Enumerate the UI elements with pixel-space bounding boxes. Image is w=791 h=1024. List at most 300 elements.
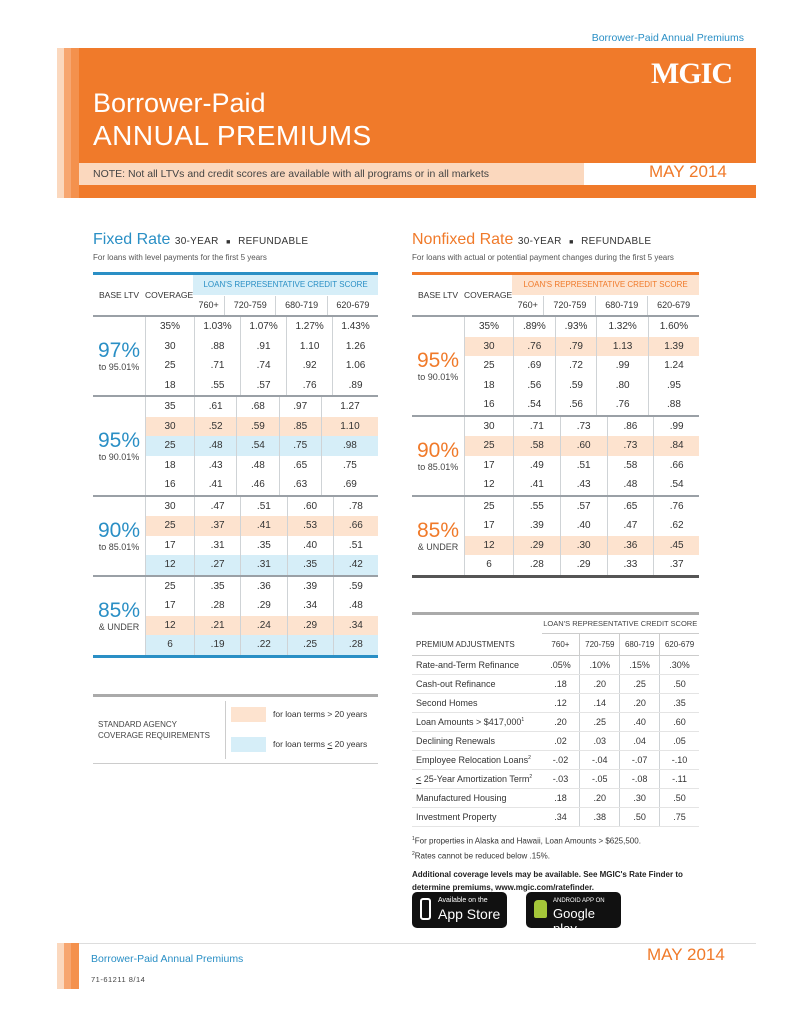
premium-cell: .71 — [514, 417, 561, 437]
footnote-2: $^2$Rates cannot be reduced below .15%. — [412, 850, 550, 861]
adjustment-value: .25 — [580, 713, 620, 732]
ltv-range: & UNDER — [98, 621, 140, 632]
footer-code: 71-61211 8/14 — [91, 975, 146, 984]
premium-cell: .54 — [237, 436, 279, 456]
table-row — [412, 656, 699, 675]
premium-cell: .66 — [654, 456, 699, 476]
agency-label-line1: STANDARD AGENCY — [98, 720, 177, 729]
premium-cell: .86 — [607, 417, 654, 437]
adjustment-name: Investment Property — [412, 808, 542, 827]
adjustment-value: -.07 — [620, 751, 660, 770]
adjustment-value: -.03 — [542, 770, 580, 789]
legend-gt-20: for loan terms > 20 years — [273, 709, 368, 719]
credit-score-header: LOAN'S REPRESENTATIVE CREDIT SCORE — [512, 275, 699, 295]
premium-cell: .48 — [195, 436, 237, 456]
adjustment-value: .75 — [660, 808, 699, 827]
premium-cell: .35 — [287, 555, 333, 575]
adjustment-value: .50 — [620, 808, 660, 827]
premium-cell: .56 — [555, 395, 597, 415]
col-base-ltv: BASE LTV — [99, 290, 139, 300]
google-play-small: ANDROID APP ON — [553, 898, 605, 904]
premium-cell: .74 — [241, 356, 287, 376]
premium-cell: .35 — [195, 577, 241, 597]
premium-cell: .75 — [279, 436, 321, 456]
premium-cell: 1.10 — [321, 417, 378, 437]
premium-cell: .37 — [195, 516, 241, 536]
coverage-cell: 17 — [146, 596, 195, 616]
adjustment-name: Employee Relocation Loans$^2$ — [412, 751, 542, 770]
premium-cell: .45 — [654, 536, 699, 556]
coverage-cell: 12 — [465, 536, 514, 556]
table-row — [412, 497, 699, 517]
adjustment-value: .40 — [620, 713, 660, 732]
premium-cell: .60 — [287, 497, 333, 517]
premium-cell: .92 — [287, 356, 333, 376]
page-title-line2: ANNUAL PREMIUMS — [93, 120, 372, 151]
adjustment-value: .18 — [542, 675, 580, 694]
score-col: 620-679 — [327, 295, 378, 315]
premium-cell: .84 — [654, 436, 699, 456]
fixed-rate-table — [93, 272, 378, 658]
agency-coverage-box — [93, 694, 378, 764]
adjustment-name: Second Homes — [412, 694, 542, 713]
footnote-1: $^1$For properties in Alaska and Hawaii, Loan Amounts > $625,500. — [412, 836, 641, 846]
adjustment-name: Cash-out Refinance — [412, 675, 542, 694]
adj-score-col: 720-759 — [580, 633, 620, 656]
nonfixed-term: 30-YEAR — [517, 236, 562, 247]
nonfixed-subtitle: For loans with actual or potential payment changes during the first 5 years — [412, 253, 674, 262]
header-date: MAY 2014 — [649, 162, 727, 181]
premium-cell: .28 — [514, 555, 561, 575]
premium-cell: .57 — [241, 376, 287, 396]
bullet-icon: ■ — [569, 239, 574, 246]
premium-cell: 1.43% — [333, 317, 378, 337]
coverage-cell: 35 — [146, 397, 195, 417]
ltv-value: 85% — [97, 598, 141, 622]
adjustment-value: .30 — [620, 789, 660, 808]
accent-stripe — [57, 48, 64, 198]
premium-cell: .69 — [514, 356, 556, 376]
col-base-ltv: BASE LTV — [418, 290, 458, 300]
legend-le-20: for loan terms < 20 years — [273, 739, 368, 749]
ltv-cell — [93, 577, 146, 655]
premium-cell: .48 — [237, 456, 279, 476]
coverage-cell: 18 — [146, 376, 195, 396]
premium-cell: .76 — [514, 337, 556, 357]
adjustment-name: Loan Amounts > $\$417,000^1$ — [412, 713, 542, 732]
premium-cell: .72 — [555, 356, 597, 376]
adjustment-value: .35 — [660, 694, 699, 713]
premium-cell: .31 — [195, 536, 241, 556]
premium-cell: .63 — [279, 475, 321, 495]
score-col: 720-759 — [544, 295, 596, 315]
ltv-value: 85% — [416, 518, 460, 542]
premium-cell: .29 — [514, 536, 561, 556]
adjustment-value: .50 — [660, 675, 699, 694]
ltv-group — [412, 415, 699, 495]
premium-cell: .95 — [648, 376, 699, 396]
ltv-range: & UNDER — [417, 541, 459, 552]
table-row — [93, 577, 378, 597]
premium-cell: .36 — [607, 536, 654, 556]
coverage-cell: 25 — [465, 356, 514, 376]
adjustment-value: .50 — [660, 789, 699, 808]
google-play-badge[interactable] — [526, 892, 621, 936]
premium-cell: .36 — [241, 577, 287, 597]
premium-cell: .29 — [287, 616, 333, 636]
premium-cell: .75 — [321, 456, 378, 476]
premium-cell: 1.32% — [597, 317, 648, 337]
footer-rule — [79, 943, 756, 944]
adjustment-value: -.10 — [660, 751, 699, 770]
premium-cell: .91 — [241, 337, 287, 357]
premium-cell: .80 — [597, 376, 648, 396]
premium-cell: .99 — [597, 356, 648, 376]
premium-cell: .54 — [654, 475, 699, 495]
table-row — [412, 732, 699, 751]
blue-swatch — [231, 737, 266, 752]
table-row — [93, 497, 378, 517]
premium-cell: .93% — [555, 317, 597, 337]
table-row — [93, 397, 378, 417]
nonfixed-refundable: REFUNDABLE — [581, 236, 652, 247]
premium-cell: 1.60% — [648, 317, 699, 337]
premium-cell: .41 — [241, 516, 287, 536]
bullet-icon: ■ — [226, 239, 231, 246]
table-row — [412, 770, 699, 789]
premium-cell: .39 — [514, 516, 561, 536]
table-row — [412, 317, 699, 337]
fixed-refundable: REFUNDABLE — [238, 236, 309, 247]
credit-score-header: LOAN'S REPRESENTATIVE CREDIT SCORE — [193, 275, 378, 295]
premium-cell: .47 — [607, 516, 654, 536]
orange-swatch — [231, 707, 266, 722]
table-row — [93, 317, 378, 337]
accent-stripe — [64, 48, 71, 198]
ltv-value: 97% — [97, 339, 141, 362]
premium-cell: .43 — [560, 475, 607, 495]
score-col: 680-719 — [596, 295, 648, 315]
ltv-range: to 85.01% — [417, 461, 459, 472]
premium-cell: .40 — [287, 536, 333, 556]
footer-stripe — [64, 943, 71, 989]
ltv-value: 95% — [97, 428, 141, 452]
adjustment-value: .30% — [660, 656, 699, 675]
premium-cell: .33 — [607, 555, 654, 575]
adjustment-value: .34 — [542, 808, 580, 827]
adjustment-value: .25 — [620, 675, 660, 694]
premium-cell: .97 — [279, 397, 321, 417]
adjustment-value: -.08 — [620, 770, 660, 789]
ltv-cell — [93, 317, 146, 395]
premium-cell: .40 — [560, 516, 607, 536]
premium-cell: .28 — [195, 596, 241, 616]
premium-cell: .89% — [514, 317, 556, 337]
premium-cell: .41 — [195, 475, 237, 495]
ltv-cell — [93, 397, 146, 495]
coverage-cell: 17 — [465, 516, 514, 536]
table-row — [412, 751, 699, 770]
premium-cell: .43 — [195, 456, 237, 476]
premium-cell: .28 — [333, 635, 378, 655]
premium-cell: .51 — [241, 497, 287, 517]
premium-cell: 1.39 — [648, 337, 699, 357]
adjustment-value: .38 — [580, 808, 620, 827]
adj-score-col: 760+ — [542, 633, 580, 656]
premium-cell: .73 — [560, 417, 607, 437]
premium-cell: .61 — [195, 397, 237, 417]
nonfixed-rate-section — [412, 231, 699, 262]
page-title-line1: Borrower-Paid — [93, 88, 266, 118]
adjustment-value: .20 — [580, 789, 620, 808]
adjustment-value: -.02 — [542, 751, 580, 770]
adjustment-name: Rate-and-Term Refinance — [412, 656, 542, 675]
table-row — [412, 417, 699, 437]
premium-cell: .78 — [333, 497, 378, 517]
premium-cell: .85 — [279, 417, 321, 437]
coverage-cell: 35% — [146, 317, 195, 337]
premium-cell: .51 — [333, 536, 378, 556]
adjustment-value: .60 — [660, 713, 699, 732]
coverage-cell: 17 — [146, 536, 195, 556]
premium-cell: .58 — [607, 456, 654, 476]
table-row — [412, 808, 699, 827]
adj-score-col: 680-719 — [620, 633, 660, 656]
premium-cell: .62 — [654, 516, 699, 536]
divider — [225, 701, 226, 759]
ltv-value: 90% — [416, 438, 460, 462]
premium-cell: .31 — [241, 555, 287, 575]
google-play-big: Google play — [553, 906, 595, 936]
adjustment-value: .10% — [580, 656, 620, 675]
premium-cell: 1.26 — [333, 337, 378, 357]
ltv-value: 95% — [416, 348, 460, 372]
premium-cell: .76 — [654, 497, 699, 517]
android-icon — [534, 900, 547, 918]
fixed-term: 30-YEAR — [174, 236, 219, 247]
col-coverage: COVERAGE — [145, 290, 194, 300]
coverage-cell: 6 — [465, 555, 514, 575]
premium-cell: .48 — [607, 475, 654, 495]
premium-cell: 1.07% — [241, 317, 287, 337]
adjustment-value: .20 — [580, 675, 620, 694]
coverage-cell: 25 — [465, 497, 514, 517]
premium-cell: .60 — [560, 436, 607, 456]
premium-cell: .99 — [654, 417, 699, 437]
premium-cell: .24 — [241, 616, 287, 636]
premium-cell: .98 — [321, 436, 378, 456]
premium-cell: .55 — [195, 376, 241, 396]
app-store-small: Available on the — [438, 897, 488, 904]
coverage-cell: 25 — [146, 436, 195, 456]
premium-cell: .58 — [514, 436, 561, 456]
premium-cell: .76 — [597, 395, 648, 415]
premium-cell: 1.27% — [287, 317, 333, 337]
coverage-cell: 16 — [146, 475, 195, 495]
premium-cell: .21 — [195, 616, 241, 636]
nonfixed-rate-title: Nonfixed Rate — [412, 231, 514, 248]
availability-note: NOTE: Not all LTVs and credit scores are available with all programs or in all markets — [79, 163, 584, 185]
footer-stripe — [71, 943, 79, 989]
coverage-cell: 12 — [465, 475, 514, 495]
footer-label: Borrower-Paid Annual Premiums — [91, 953, 244, 965]
premium-cell: .34 — [287, 596, 333, 616]
premium-cell: .59 — [333, 577, 378, 597]
premium-cell: .22 — [241, 635, 287, 655]
ltv-cell — [412, 497, 465, 575]
premium-cell: .59 — [237, 417, 279, 437]
coverage-cell: 25 — [146, 577, 195, 597]
adjustment-value: .20 — [542, 713, 580, 732]
additional-coverage-note: Additional coverage levels may be available. See MGIC's Rate Finder to determine premiums, www.mgic.com/ratefinder. — [412, 870, 683, 893]
adjustment-value: .05 — [660, 732, 699, 751]
table-row — [412, 713, 699, 732]
ltv-group — [93, 495, 378, 575]
adjustment-value: -.04 — [580, 751, 620, 770]
ltv-value: 90% — [97, 518, 141, 542]
table-row — [412, 694, 699, 713]
premium-cell: .68 — [237, 397, 279, 417]
mgic-logo: MGIC — [651, 57, 732, 90]
premium-cell: 1.27 — [321, 397, 378, 417]
premium-cell: .52 — [195, 417, 237, 437]
ltv-cell — [412, 317, 465, 415]
adjustment-name: Manufactured Housing — [412, 789, 542, 808]
coverage-cell: 30 — [146, 497, 195, 517]
premium-cell: .46 — [237, 475, 279, 495]
adjustment-value: .02 — [542, 732, 580, 751]
score-col: 620-679 — [648, 295, 699, 315]
coverage-cell: 17 — [465, 456, 514, 476]
adjustment-value: -.11 — [660, 770, 699, 789]
app-store-badge[interactable] — [412, 892, 507, 928]
premium-cell: .76 — [287, 376, 333, 396]
premium-cell: .37 — [654, 555, 699, 575]
accent-stripe — [71, 48, 79, 198]
premium-cell: .35 — [241, 536, 287, 556]
premium-cell: .71 — [195, 356, 241, 376]
premium-cell: .34 — [333, 616, 378, 636]
premium-cell: .59 — [555, 376, 597, 396]
adjustment-value: .04 — [620, 732, 660, 751]
adjustment-value: .14 — [580, 694, 620, 713]
premium-cell: .29 — [241, 596, 287, 616]
premium-cell: .53 — [287, 516, 333, 536]
agency-label-line2: COVERAGE REQUIREMENTS — [98, 731, 211, 740]
coverage-cell: 18 — [146, 456, 195, 476]
ltv-group — [412, 495, 699, 575]
score-col: 760+ — [198, 300, 219, 311]
adj-credit-score-header: LOAN'S REPRESENTATIVE CREDIT SCORE — [542, 615, 699, 633]
premium-cell: .47 — [195, 497, 241, 517]
score-col: 720-759 — [225, 295, 276, 315]
coverage-cell: 16 — [465, 395, 514, 415]
adjustment-value: .12 — [542, 694, 580, 713]
premium-cell: .55 — [514, 497, 561, 517]
premium-cell: .51 — [560, 456, 607, 476]
adj-score-col: 620-679 — [660, 633, 699, 656]
app-store-big: App Store — [438, 906, 501, 922]
premium-cell: 1.03% — [195, 317, 241, 337]
premium-cell: 1.13 — [597, 337, 648, 357]
adjustment-name: < 25-Year Amortization Term$^2$ — [412, 770, 542, 789]
ltv-cell — [412, 417, 465, 495]
coverage-cell: 12 — [146, 616, 195, 636]
premium-cell: .54 — [514, 395, 556, 415]
ltv-range: to 95.01% — [98, 362, 140, 372]
premium-cell: .25 — [287, 635, 333, 655]
premium-cell: .39 — [287, 577, 333, 597]
footnotes — [412, 833, 699, 862]
fixed-subtitle: For loans with level payments for the first 5 years — [93, 253, 267, 262]
ltv-cell — [93, 497, 146, 575]
premium-cell: .66 — [333, 516, 378, 536]
col-coverage: COVERAGE — [464, 290, 513, 300]
score-col: 760+ — [517, 300, 538, 311]
agency-label — [98, 719, 210, 741]
adjustment-name: Declining Renewals — [412, 732, 542, 751]
coverage-cell: 30 — [465, 337, 514, 357]
premium-cell: .57 — [560, 497, 607, 517]
footer-date: MAY 2014 — [647, 945, 725, 964]
adjustment-value: .05% — [542, 656, 580, 675]
premium-adjustments-table — [412, 612, 699, 894]
premium-cell: .30 — [560, 536, 607, 556]
premium-cell: .42 — [333, 555, 378, 575]
premium-cell: .79 — [555, 337, 597, 357]
adjustment-value: .18 — [542, 789, 580, 808]
coverage-cell: 25 — [146, 516, 195, 536]
premium-cell: .89 — [333, 376, 378, 396]
ltv-group — [412, 315, 699, 415]
coverage-cell: 18 — [465, 376, 514, 396]
premium-cell: .65 — [279, 456, 321, 476]
table-row — [412, 789, 699, 808]
ltv-range: to 90.01% — [417, 371, 459, 382]
premium-cell: .73 — [607, 436, 654, 456]
ltv-range: to 85.01% — [98, 541, 140, 552]
coverage-cell: 12 — [146, 555, 195, 575]
fixed-rate-section — [93, 231, 378, 262]
premium-cell: .56 — [514, 376, 556, 396]
nonfixed-rate-table — [412, 272, 699, 578]
premium-cell: .29 — [560, 555, 607, 575]
ltv-range: to 90.01% — [98, 451, 140, 462]
premium-cell: .65 — [607, 497, 654, 517]
adjustment-value: .20 — [620, 694, 660, 713]
premium-cell: .48 — [333, 596, 378, 616]
coverage-cell: 30 — [465, 417, 514, 437]
premium-cell: .49 — [514, 456, 561, 476]
premium-cell: 1.10 — [287, 337, 333, 357]
premium-cell: 1.24 — [648, 356, 699, 376]
coverage-cell: 25 — [146, 356, 195, 376]
premium-cell: .69 — [321, 475, 378, 495]
coverage-cell: 30 — [146, 337, 195, 357]
footer-stripe — [57, 943, 64, 989]
ltv-group — [93, 395, 378, 495]
ltv-group — [93, 575, 378, 655]
coverage-cell: 30 — [146, 417, 195, 437]
ltv-group — [93, 315, 378, 395]
premium-cell: .27 — [195, 555, 241, 575]
adjustment-value: -.05 — [580, 770, 620, 789]
header-kicker: Borrower-Paid Annual Premiums — [591, 32, 744, 44]
adjustment-value: .15% — [620, 656, 660, 675]
premium-cell: .41 — [514, 475, 561, 495]
premium-cell: .19 — [195, 635, 241, 655]
premium-cell: .88 — [648, 395, 699, 415]
